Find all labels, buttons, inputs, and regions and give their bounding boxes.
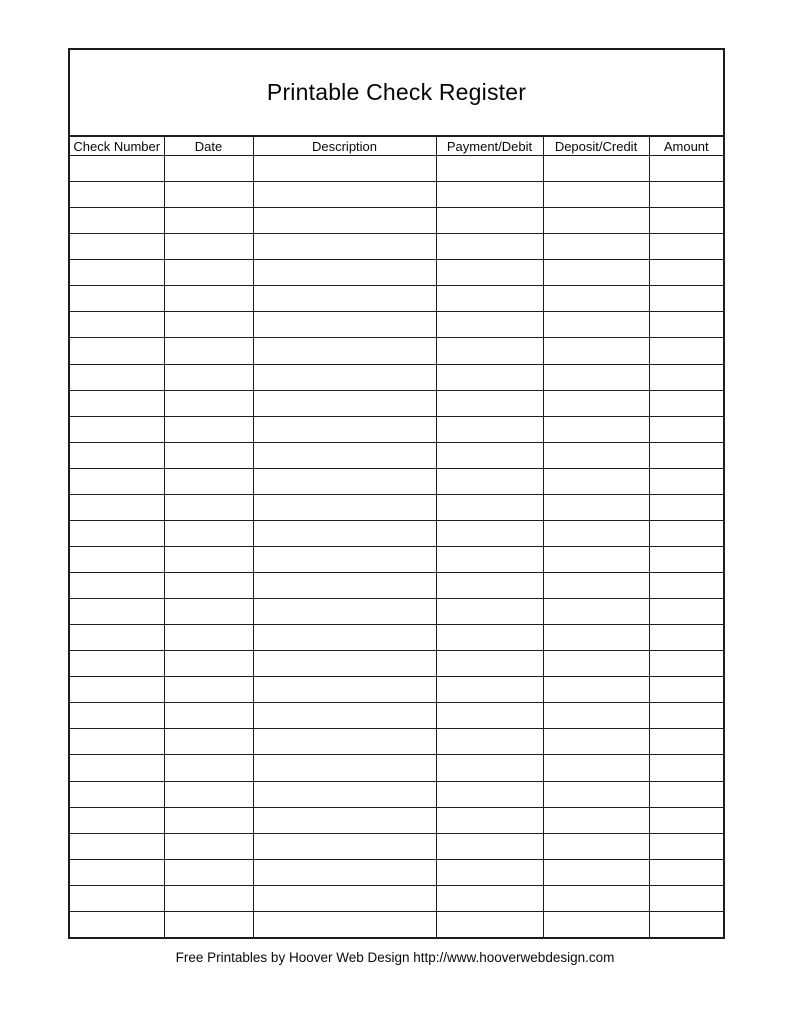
register-cell-payment-debit bbox=[436, 911, 543, 938]
register-cell-date bbox=[164, 625, 253, 651]
register-cell-date bbox=[164, 885, 253, 911]
register-cell-payment-debit bbox=[436, 208, 543, 234]
register-cell-check-number bbox=[69, 468, 164, 494]
register-row bbox=[69, 781, 724, 807]
register-cell-deposit-credit bbox=[543, 703, 649, 729]
register-cell-amount bbox=[649, 677, 724, 703]
register-cell-payment-debit bbox=[436, 807, 543, 833]
register-cell-deposit-credit bbox=[543, 807, 649, 833]
register-cell-payment-debit bbox=[436, 677, 543, 703]
title-row bbox=[69, 49, 724, 136]
register-cell-amount bbox=[649, 494, 724, 520]
register-cell-deposit-credit bbox=[543, 156, 649, 182]
register-cell-date bbox=[164, 442, 253, 468]
register-cell-check-number bbox=[69, 286, 164, 312]
register-cell-amount bbox=[649, 781, 724, 807]
register-cell-check-number bbox=[69, 234, 164, 260]
register-cell-description bbox=[253, 156, 436, 182]
register-cell-check-number bbox=[69, 833, 164, 859]
register-row bbox=[69, 677, 724, 703]
register-cell-deposit-credit bbox=[543, 416, 649, 442]
register-row bbox=[69, 703, 724, 729]
register-cell-date bbox=[164, 781, 253, 807]
register-cell-check-number bbox=[69, 885, 164, 911]
register-row bbox=[69, 546, 724, 572]
register-cell-payment-debit bbox=[436, 286, 543, 312]
register-row bbox=[69, 286, 724, 312]
register-cell-payment-debit bbox=[436, 859, 543, 885]
register-cell-deposit-credit bbox=[543, 494, 649, 520]
register-row bbox=[69, 833, 724, 859]
register-cell-payment-debit bbox=[436, 885, 543, 911]
column-header-amount: Amount bbox=[649, 136, 724, 156]
register-cell-payment-debit bbox=[436, 729, 543, 755]
register-cell-payment-debit bbox=[436, 625, 543, 651]
column-header-description: Description bbox=[253, 136, 436, 156]
register-cell-deposit-credit bbox=[543, 781, 649, 807]
register-cell-payment-debit bbox=[436, 364, 543, 390]
register-cell-check-number bbox=[69, 520, 164, 546]
register-row bbox=[69, 156, 724, 182]
register-cell-check-number bbox=[69, 156, 164, 182]
register-row bbox=[69, 260, 724, 286]
register-cell-description bbox=[253, 234, 436, 260]
register-cell-check-number bbox=[69, 625, 164, 651]
column-header-check-number: Check Number bbox=[69, 136, 164, 156]
register-cell-check-number bbox=[69, 677, 164, 703]
register-cell-payment-debit bbox=[436, 520, 543, 546]
register-cell-date bbox=[164, 911, 253, 938]
register-cell-check-number bbox=[69, 312, 164, 338]
register-cell-description bbox=[253, 807, 436, 833]
register-cell-check-number bbox=[69, 546, 164, 572]
register-cell-amount bbox=[649, 885, 724, 911]
column-header-deposit-credit: Deposit/Credit bbox=[543, 136, 649, 156]
register-cell-deposit-credit bbox=[543, 364, 649, 390]
register-cell-description bbox=[253, 494, 436, 520]
register-cell-amount bbox=[649, 312, 724, 338]
register-cell-deposit-credit bbox=[543, 182, 649, 208]
register-cell-amount bbox=[649, 416, 724, 442]
register-row bbox=[69, 573, 724, 599]
register-cell-deposit-credit bbox=[543, 755, 649, 781]
register-cell-description bbox=[253, 520, 436, 546]
register-row bbox=[69, 182, 724, 208]
register-cell-check-number bbox=[69, 651, 164, 677]
check-register-table bbox=[68, 48, 725, 939]
register-cell-amount bbox=[649, 546, 724, 572]
register-row bbox=[69, 807, 724, 833]
register-cell-date bbox=[164, 286, 253, 312]
register-cell-deposit-credit bbox=[543, 260, 649, 286]
register-cell-amount bbox=[649, 520, 724, 546]
register-cell-payment-debit bbox=[436, 599, 543, 625]
register-cell-payment-debit bbox=[436, 442, 543, 468]
register-row bbox=[69, 859, 724, 885]
register-cell-description bbox=[253, 885, 436, 911]
register-cell-date bbox=[164, 208, 253, 234]
register-row bbox=[69, 755, 724, 781]
register-cell-deposit-credit bbox=[543, 677, 649, 703]
register-cell-amount bbox=[649, 338, 724, 364]
register-cell-check-number bbox=[69, 260, 164, 286]
register-cell-description bbox=[253, 260, 436, 286]
register-cell-payment-debit bbox=[436, 156, 543, 182]
register-cell-amount bbox=[649, 807, 724, 833]
register-row bbox=[69, 416, 724, 442]
register-cell-description bbox=[253, 651, 436, 677]
register-cell-description bbox=[253, 312, 436, 338]
register-cell-check-number bbox=[69, 364, 164, 390]
register-cell-date bbox=[164, 546, 253, 572]
register-cell-date bbox=[164, 260, 253, 286]
register-cell-payment-debit bbox=[436, 651, 543, 677]
register-cell-date bbox=[164, 729, 253, 755]
register-cell-payment-debit bbox=[436, 833, 543, 859]
register-cell-date bbox=[164, 494, 253, 520]
register-row bbox=[69, 390, 724, 416]
register-cell-date bbox=[164, 833, 253, 859]
register-cell-date bbox=[164, 312, 253, 338]
register-cell-amount bbox=[649, 208, 724, 234]
register-cell-check-number bbox=[69, 755, 164, 781]
register-cell-amount bbox=[649, 599, 724, 625]
register-cell-date bbox=[164, 573, 253, 599]
register-cell-payment-debit bbox=[436, 494, 543, 520]
register-cell-description bbox=[253, 911, 436, 938]
register-row bbox=[69, 312, 724, 338]
register-cell-payment-debit bbox=[436, 182, 543, 208]
register-row bbox=[69, 234, 724, 260]
register-cell-amount bbox=[649, 234, 724, 260]
register-cell-check-number bbox=[69, 911, 164, 938]
register-cell-check-number bbox=[69, 338, 164, 364]
column-header-payment-debit: Payment/Debit bbox=[436, 136, 543, 156]
register-cell-deposit-credit bbox=[543, 442, 649, 468]
register-cell-date bbox=[164, 677, 253, 703]
register-cell-date bbox=[164, 468, 253, 494]
register-cell-amount bbox=[649, 156, 724, 182]
register-cell-description bbox=[253, 182, 436, 208]
register-cell-payment-debit bbox=[436, 573, 543, 599]
register-cell-payment-debit bbox=[436, 546, 543, 572]
register-cell-deposit-credit bbox=[543, 651, 649, 677]
register-cell-check-number bbox=[69, 573, 164, 599]
register-cell-check-number bbox=[69, 729, 164, 755]
title-cell bbox=[69, 49, 724, 136]
register-row bbox=[69, 599, 724, 625]
register-cell-amount bbox=[649, 390, 724, 416]
register-cell-amount bbox=[649, 468, 724, 494]
register-cell-date bbox=[164, 599, 253, 625]
register-cell-check-number bbox=[69, 599, 164, 625]
register-cell-description bbox=[253, 364, 436, 390]
register-cell-amount bbox=[649, 755, 724, 781]
register-cell-date bbox=[164, 338, 253, 364]
register-cell-amount bbox=[649, 625, 724, 651]
register-cell-check-number bbox=[69, 859, 164, 885]
register-cell-check-number bbox=[69, 208, 164, 234]
register-cell-date bbox=[164, 859, 253, 885]
register-row bbox=[69, 208, 724, 234]
register-cell-description bbox=[253, 599, 436, 625]
register-row bbox=[69, 911, 724, 938]
register-row bbox=[69, 651, 724, 677]
register-row bbox=[69, 885, 724, 911]
register-cell-check-number bbox=[69, 416, 164, 442]
register-cell-deposit-credit bbox=[543, 286, 649, 312]
register-cell-description bbox=[253, 703, 436, 729]
register-cell-payment-debit bbox=[436, 234, 543, 260]
register-cell-amount bbox=[649, 703, 724, 729]
register-cell-date bbox=[164, 182, 253, 208]
register-cell-payment-debit bbox=[436, 312, 543, 338]
register-cell-amount bbox=[649, 911, 724, 938]
register-cell-payment-debit bbox=[436, 416, 543, 442]
register-cell-amount bbox=[649, 833, 724, 859]
register-cell-description bbox=[253, 390, 436, 416]
register-row bbox=[69, 338, 724, 364]
register-cell-description bbox=[253, 625, 436, 651]
register-cell-deposit-credit bbox=[543, 599, 649, 625]
register-cell-description bbox=[253, 208, 436, 234]
register-cell-date bbox=[164, 755, 253, 781]
register-cell-description bbox=[253, 677, 436, 703]
register-cell-payment-debit bbox=[436, 755, 543, 781]
register-cell-deposit-credit bbox=[543, 468, 649, 494]
register-cell-payment-debit bbox=[436, 703, 543, 729]
register-row bbox=[69, 520, 724, 546]
register-cell-amount bbox=[649, 859, 724, 885]
register-cell-payment-debit bbox=[436, 338, 543, 364]
register-cell-date bbox=[164, 520, 253, 546]
register-row bbox=[69, 468, 724, 494]
register-cell-deposit-credit bbox=[543, 625, 649, 651]
register-cell-amount bbox=[649, 260, 724, 286]
register-cell-payment-debit bbox=[436, 260, 543, 286]
register-row bbox=[69, 494, 724, 520]
register-cell-description bbox=[253, 546, 436, 572]
register-cell-deposit-credit bbox=[543, 885, 649, 911]
register-cell-check-number bbox=[69, 703, 164, 729]
register-cell-description bbox=[253, 833, 436, 859]
footer-credit: Free Printables by Hoover Web Design http://www.hooverwebdesign.com bbox=[175, 950, 615, 965]
register-cell-deposit-credit bbox=[543, 546, 649, 572]
register-cell-description bbox=[253, 442, 436, 468]
register-cell-amount bbox=[649, 364, 724, 390]
register-cell-description bbox=[253, 755, 436, 781]
register-cell-deposit-credit bbox=[543, 859, 649, 885]
register-cell-deposit-credit bbox=[543, 338, 649, 364]
register-cell-check-number bbox=[69, 390, 164, 416]
register-row bbox=[69, 729, 724, 755]
register-cell-date bbox=[164, 703, 253, 729]
register-cell-description bbox=[253, 729, 436, 755]
column-header-date: Date bbox=[164, 136, 253, 156]
register-cell-amount bbox=[649, 651, 724, 677]
register-cell-date bbox=[164, 416, 253, 442]
register-cell-description bbox=[253, 781, 436, 807]
register-cell-payment-debit bbox=[436, 390, 543, 416]
register-cell-description bbox=[253, 416, 436, 442]
register-cell-deposit-credit bbox=[543, 833, 649, 859]
register-cell-deposit-credit bbox=[543, 312, 649, 338]
register-cell-check-number bbox=[69, 781, 164, 807]
register-cell-date bbox=[164, 234, 253, 260]
register-cell-deposit-credit bbox=[543, 573, 649, 599]
register-cell-description bbox=[253, 468, 436, 494]
register-cell-check-number bbox=[69, 442, 164, 468]
register-cell-date bbox=[164, 807, 253, 833]
register-cell-payment-debit bbox=[436, 468, 543, 494]
register-cell-check-number bbox=[69, 182, 164, 208]
register-row bbox=[69, 442, 724, 468]
register-cell-deposit-credit bbox=[543, 390, 649, 416]
register-row bbox=[69, 625, 724, 651]
register-cell-date bbox=[164, 156, 253, 182]
register-cell-amount bbox=[649, 182, 724, 208]
register-cell-deposit-credit bbox=[543, 234, 649, 260]
register-cell-description bbox=[253, 573, 436, 599]
register-cell-date bbox=[164, 651, 253, 677]
register-cell-amount bbox=[649, 573, 724, 599]
register-cell-amount bbox=[649, 729, 724, 755]
register-cell-amount bbox=[649, 286, 724, 312]
column-header-row bbox=[69, 136, 724, 156]
register-cell-deposit-credit bbox=[543, 911, 649, 938]
register-cell-amount bbox=[649, 442, 724, 468]
document-title: Printable Check Register bbox=[266, 79, 527, 105]
register-cell-deposit-credit bbox=[543, 520, 649, 546]
register-row bbox=[69, 364, 724, 390]
register-cell-date bbox=[164, 364, 253, 390]
register-cell-deposit-credit bbox=[543, 208, 649, 234]
register-cell-description bbox=[253, 338, 436, 364]
register-cell-date bbox=[164, 390, 253, 416]
register-cell-check-number bbox=[69, 807, 164, 833]
register-cell-description bbox=[253, 286, 436, 312]
register-cell-check-number bbox=[69, 494, 164, 520]
register-cell-payment-debit bbox=[436, 781, 543, 807]
register-cell-deposit-credit bbox=[543, 729, 649, 755]
register-cell-description bbox=[253, 859, 436, 885]
